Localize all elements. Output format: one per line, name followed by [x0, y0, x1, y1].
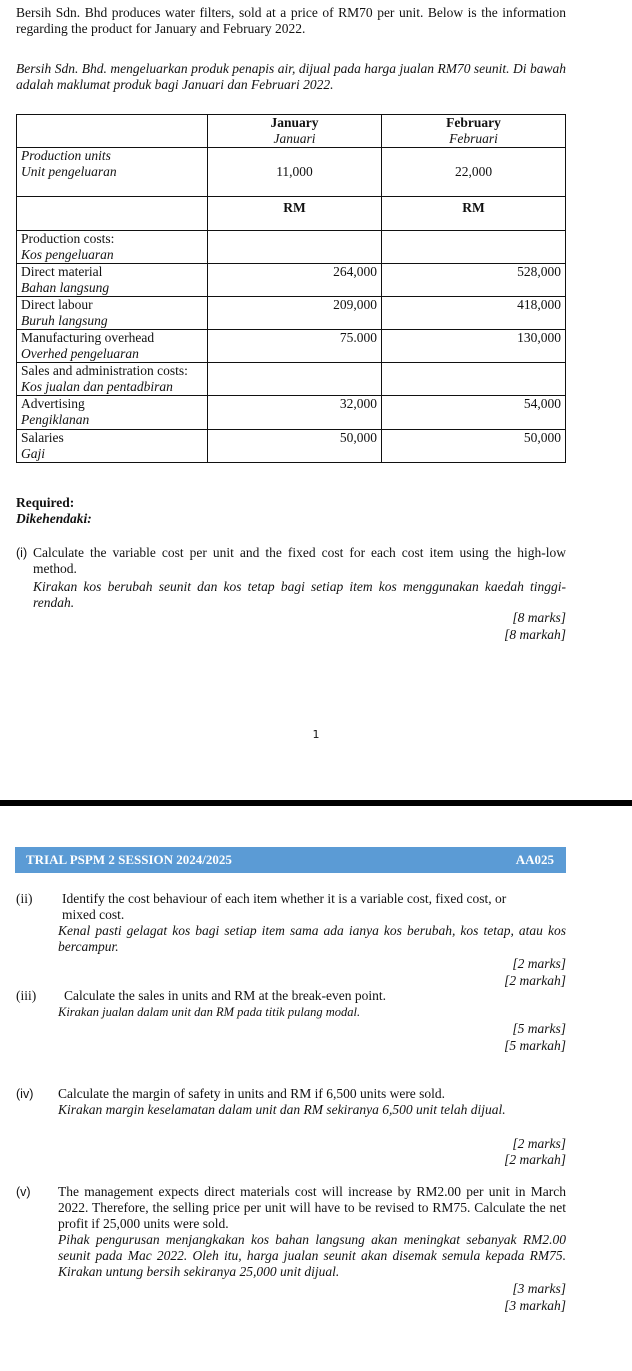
cell-jan: 264,000 [208, 264, 382, 297]
cell-feb: 54,000 [382, 396, 566, 430]
markah: [5 markah] [504, 1038, 566, 1053]
row-label: Manufacturing overhead [21, 330, 155, 345]
table-row [17, 396, 566, 430]
question-v-english: The management expects direct materials cost will increase by RM2.00 per unit in March 2022. Therefore, the selling price per unit will have to be revised to RM75. Calculate the net profit if 25,000 units were sold. [58, 1184, 566, 1231]
row-label-malay: Gaji [21, 446, 46, 461]
banner-code: AA025 [515, 852, 554, 867]
cell-jan: 32,000 [208, 396, 382, 430]
question-ii-english: Identify the cost behaviour of each item whether it is a variable cost, fixed cost, or mixed cost. [62, 891, 507, 922]
markah: [8 markah] [504, 627, 566, 642]
intro-malay: Bersih Sdn. Bhd. mengeluarkan produk penapis air, dijual pada harga jualan RM70 seunit. Di bawah adalah maklumat produk bagi Januari dan Februari 2022. [16, 61, 566, 92]
cell-feb: 22,000 [382, 148, 566, 197]
question-iii-english: Calculate the sales in units and RM at the break-even point. [64, 988, 387, 1003]
question-ii-malay: Kenal pasti gelagat kos bagi setiap item sama ada ianya kos berubah, kos tetap, atau kos bercampur. [58, 923, 566, 954]
table-header-row [17, 115, 566, 148]
cell-jan: 50,000 [208, 430, 382, 463]
cell-feb: 130,000 [382, 330, 566, 363]
markah: [2 markah] [504, 973, 566, 988]
row-label-malay: Overhed pengeluaran [21, 346, 139, 361]
intro-english: Bersih Sdn. Bhd produces water filters, sold at a price of RM70 per unit. Below is the information regarding the product for January and February 2022. [16, 5, 566, 36]
currency-feb: RM [382, 197, 566, 231]
table-row-production-units [17, 148, 566, 197]
markah: [3 markah] [504, 1298, 566, 1313]
question-number: (iv) [16, 1087, 34, 1101]
row-label: Advertising [21, 396, 85, 411]
cell-jan: 11,000 [208, 148, 382, 197]
row-label-malay: Unit pengeluaran [21, 164, 117, 179]
question-number: (ii) [16, 891, 33, 906]
table-row [17, 430, 566, 463]
cell-feb [382, 231, 566, 264]
question-number: (v) [16, 1185, 31, 1199]
question-iii-malay: Kirakan jualan dalam unit dan RM pada titik pulang modal. [58, 1005, 361, 1019]
exam-banner [15, 847, 566, 873]
table-row [17, 231, 566, 264]
page-divider [0, 800, 632, 806]
row-label-malay: Buruh langsung [21, 313, 108, 328]
marks: [8 marks] [512, 610, 566, 625]
row-label-malay: Pengiklanan [21, 412, 90, 427]
header-februari: Februari [449, 131, 498, 146]
cell-jan [208, 231, 382, 264]
cell-feb: 50,000 [382, 430, 566, 463]
header-january: January [270, 115, 319, 130]
row-label: Production costs: [21, 231, 115, 246]
cost-table [16, 114, 566, 463]
question-i-english: Calculate the variable cost per unit and the fixed cost for each cost item using the high-low method. [33, 545, 566, 576]
row-label: Salaries [21, 430, 64, 445]
question-i-malay: Kirakan kos berubah seunit dan kos tetap bagi setiap item kos menggunakan kaedah tinggi-rendah. [33, 579, 566, 610]
row-label: Direct labour [21, 297, 93, 312]
question-number: (iii) [16, 988, 37, 1003]
row-label-malay: Bahan langsung [21, 280, 110, 295]
table-row [17, 264, 566, 297]
marks: [2 marks] [512, 956, 566, 971]
question-v-malay: Pihak pengurusan menjangkakan kos bahan langsung akan meningkat sebanyak RM2.00 seunit pada Mac 2022. Oleh itu, harga jualan seunit akan disemak semula kepada RM75. Kirakan untung bersih sekiranya 25,000 unit dijual. [58, 1232, 566, 1279]
banner-title: TRIAL PSPM 2 SESSION 2024/2025 [26, 852, 232, 867]
cell-jan: 209,000 [208, 297, 382, 330]
marks: [5 marks] [512, 1021, 566, 1036]
currency-jan: RM [208, 197, 382, 231]
page-number: 1 [312, 728, 320, 741]
cell-feb: 528,000 [382, 264, 566, 297]
row-label: Production units [21, 148, 111, 163]
cell-jan [208, 363, 382, 396]
cell-feb: 418,000 [382, 297, 566, 330]
row-label: Direct material [21, 264, 103, 279]
question-iv-malay: Kirakan margin keselamatan dalam unit dan RM sekiranya 6,500 unit telah dijual. [58, 1102, 506, 1117]
question-iv-english: Calculate the margin of safety in units and RM if 6,500 units were sold. [58, 1086, 446, 1101]
row-label-malay: Kos pengeluaran [21, 247, 114, 262]
table-row-currency [17, 197, 566, 231]
header-february: February [446, 115, 501, 130]
row-label-malay: Kos jualan dan pentadbiran [21, 379, 173, 394]
cell-jan: 75.000 [208, 330, 382, 363]
question-number: (i) [16, 546, 28, 560]
table-row [17, 297, 566, 330]
required-heading-malay: Dikehendaki: [16, 511, 92, 526]
marks: [3 marks] [512, 1281, 566, 1296]
table-row [17, 330, 566, 363]
table-row [17, 363, 566, 396]
header-januari: Januari [273, 131, 316, 146]
row-label: Sales and administration costs: [21, 363, 188, 378]
cell-feb [382, 363, 566, 396]
markah: [2 markah] [504, 1152, 566, 1167]
required-heading: Required: [16, 495, 75, 510]
marks: [2 marks] [512, 1136, 566, 1151]
